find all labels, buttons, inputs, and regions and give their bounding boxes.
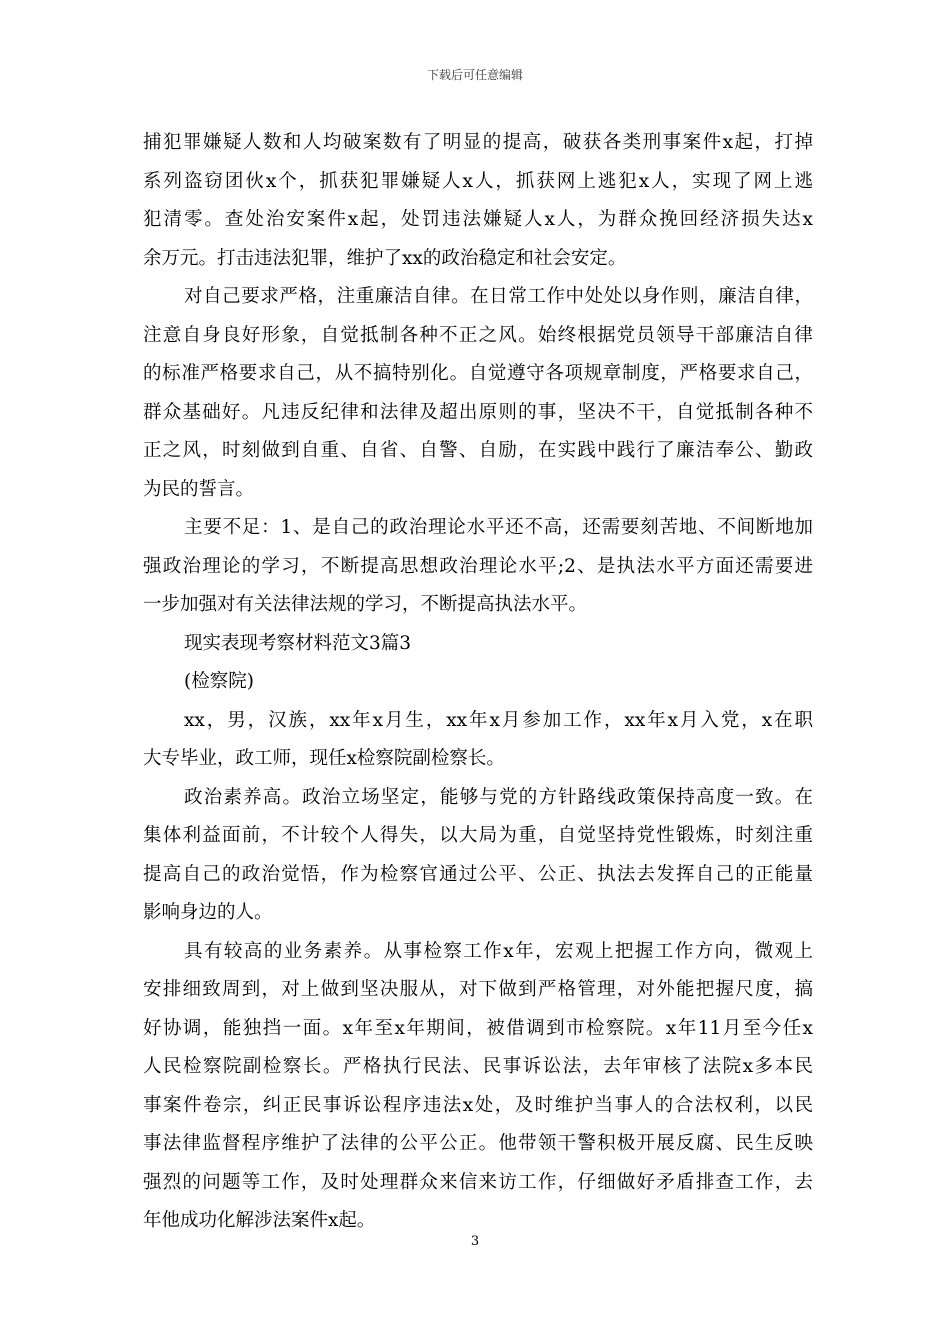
page-number: 3 <box>470 1234 480 1249</box>
text-line: 捕犯罪嫌疑人数和人均破案数有了明显的提高，破获各类刑事案件x起，打掉 <box>143 132 813 153</box>
text-line: 为民的誓言。 <box>143 478 255 500</box>
text-line: 影响身边的人。 <box>143 902 273 923</box>
text-line: 提高自己的政治觉悟，作为检察官通过公平、公正、执法去发挥自己的正能量 <box>143 863 813 885</box>
paragraph <box>143 663 813 702</box>
paragraph <box>143 509 813 625</box>
text-line: 好协调，能独挡一面。x年至x年期间，被借调到市检察院。x年11月至今任x <box>143 1017 813 1039</box>
document-body <box>143 124 813 1241</box>
paragraph <box>143 124 813 278</box>
text-line: xx，男，汉族，xx年x月生，xx年x月参加工作，xx年x月入党，x在职 <box>184 709 813 731</box>
text-line: 事法律监督程序维护了法律的公平公正。他带领干警积极开展反腐、民生反映 <box>143 1133 813 1154</box>
text-line: 集体利益面前，不计较个人得失，以大局为重，自觉坚持党性锻炼，时刻注重 <box>143 825 813 846</box>
paragraph <box>143 278 813 509</box>
paragraph <box>143 625 813 664</box>
text-line: 年他成功化解涉法案件x起。 <box>143 1210 376 1231</box>
text-line: 政治素养高。政治立场坚定，能够与党的方针路线政策保持高度一致。在 <box>184 786 813 808</box>
paragraph <box>143 779 813 933</box>
text-line: 具有较高的业务素养。从事检察工作x年，宏观上把握工作方向，微观上 <box>184 940 813 962</box>
text-line: (检察院) <box>184 671 254 692</box>
text-line: 犯清零。查处治安案件x起，处罚违法嫌疑人x人，为群众挽回经济损失达x <box>143 209 813 230</box>
page-header: 下载后可任意编辑 <box>426 68 523 82</box>
text-line: 大专毕业，政工师，现任x检察院副检察长。 <box>143 748 505 769</box>
text-line: 系列盗窃团伙x个，抓获犯罪嫌疑人x人，抓获网上逃犯x人，实现了网上逃 <box>143 170 813 192</box>
text-line: 群众基础好。凡违反纪律和法律及超出原则的事，坚决不干，自觉抵制各种不 <box>143 401 813 423</box>
paragraph <box>143 702 813 779</box>
text-line: 强政治理论的学习，不断提高思想政治理论水平;2、是执法水平方面还需要进 <box>143 555 813 577</box>
text-line: 对自己要求严格，注重廉洁自律。在日常工作中处处以身作则，廉洁自律， <box>184 286 813 307</box>
text-line: 主要不足：1、是自己的政治理论水平还不高，还需要刻苦地、不间断地加 <box>184 517 813 538</box>
paragraph <box>143 933 813 1241</box>
text-line: 正之风，时刻做到自重、自省、自警、自励，在实践中践行了廉洁奉公、勤政 <box>143 440 813 461</box>
text-line: 安排细致周到，对上做到坚决服从，对下做到严格管理，对外能把握尺度，搞 <box>143 979 813 1000</box>
text-line: 事案件卷宗，纠正民事诉讼程序违法x处，及时维护当事人的合法权利，以民 <box>143 1094 813 1116</box>
text-line: 一步加强对有关法律法规的学习，不断提高执法水平。 <box>143 594 588 615</box>
text-line: 注意自身良好形象，自觉抵制各种不正之风。始终根据党员领导干部廉洁自律 <box>143 324 813 346</box>
text-line: 人民检察院副检察长。严格执行民法、民事诉讼法，去年审核了法院x多本民 <box>143 1056 813 1077</box>
text-line: 余万元。打击违法犯罪，维护了xx的政治稳定和社会安定。 <box>143 247 627 269</box>
text-line: 强烈的问题等工作，及时处理群众来信来访工作，仔细做好矛盾排查工作，去 <box>143 1171 813 1193</box>
text-line: 现实表现考察材料范文3篇3 <box>184 632 412 654</box>
text-line: 的标准严格要求自己，从不搞特别化。自觉遵守各项规章制度，严格要求自己， <box>143 363 813 384</box>
